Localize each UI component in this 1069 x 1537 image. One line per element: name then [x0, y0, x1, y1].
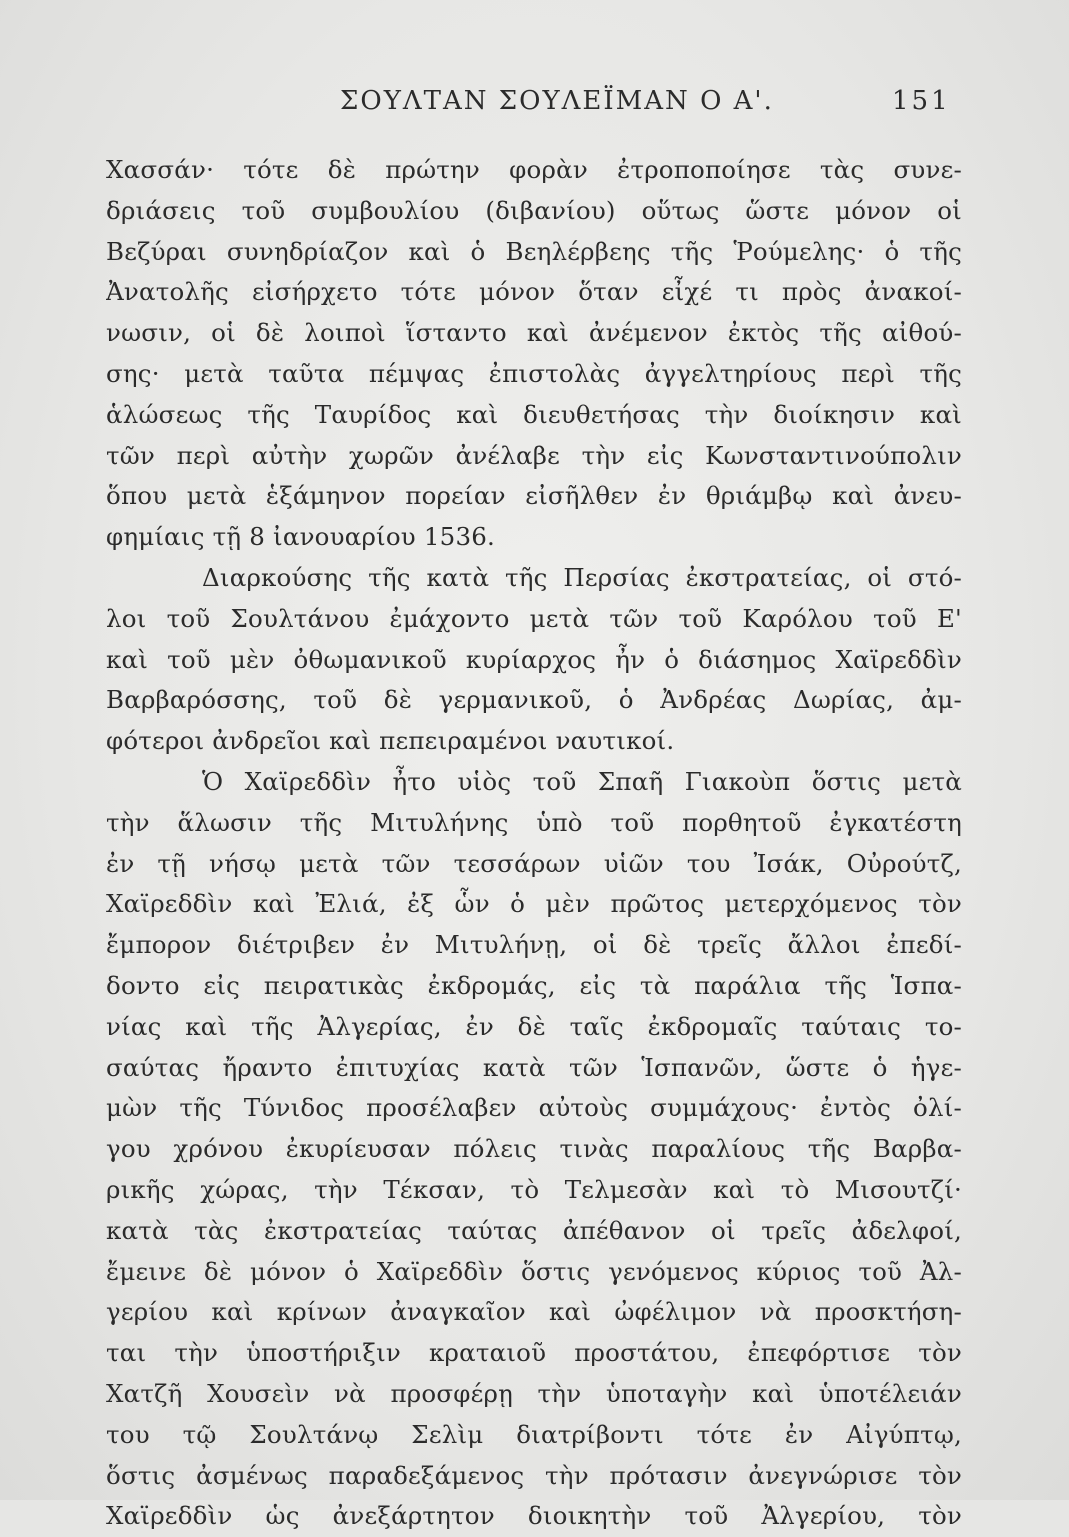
text-line: γερίου καὶ κρίνων ἀναγκαῖον καὶ ὠφέλιμον νὰ προσκτήση-	[106, 1297, 962, 1327]
text-line: ται τὴν ὑποστήριξιν κραταιοῦ προστάτου, ἐπεφόρτισε τὸν	[106, 1338, 962, 1368]
text-line: τὴν ἅλωσιν τῆς Μιτυλήνης ὑπὸ τοῦ πορθητοῦ ἐγκατέστη	[106, 807, 962, 837]
text-line: Χατζῆ Χουσεὶν νὰ προσφέρῃ τὴν ὑποταγὴν καὶ ὑποτέλειάν	[106, 1378, 962, 1408]
text-line: Ἀνατολῆς εἰσήρχετο τότε μόνον ὅταν εἶχέ τι πρὸς ἀνακοί-	[106, 277, 962, 307]
text-line: φότεροι ἀνδρεῖοι καὶ πεπειραμένοι ναυτικοί.	[106, 726, 675, 756]
text-line: σης· μετὰ ταῦτα πέμψας ἐπιστολὰς ἀγγελτηρίους περὶ τῆς	[106, 358, 962, 388]
text-line: νωσιν, οἱ δὲ λοιποὶ ἵσταντο καὶ ἀνέμενον ἐκτὸς τῆς αἰθού-	[106, 318, 962, 348]
text-line: καὶ τοῦ μὲν ὀθωμανικοῦ κυρίαρχος ἦν ὁ διάσημος Χαϊρεδδὶν	[106, 644, 962, 674]
text-line: ἁλώσεως τῆς Ταυρίδος καὶ διευθετήσας τὴν διοίκησιν καὶ	[106, 399, 962, 429]
text-line: Διαρκούσης τῆς κατὰ τῆς Περσίας ἐκστρατείας, οἱ στό-	[202, 562, 962, 592]
text-line: δοντο εἰς πειρατικὰς ἐκδρομάς, εἰς τὰ παράλια τῆς Ἱσπα-	[106, 970, 962, 1000]
text-line: Χασσάν· τότε δὲ πρώτην φορὰν ἐτροποποίησε τὰς συνε-	[106, 155, 962, 184]
text-line: ἔμπορον διέτριβεν ἐν Μιτυλήνῃ, οἱ δὲ τρεῖς ἄλλοι ἐπεδί-	[106, 930, 962, 960]
text-line: Βεζύραι συνηδρίαζον καὶ ὁ Βεηλέρβεης τῆς Ῥούμελης· ὁ τῆς	[106, 236, 962, 266]
text-line: φημίαις τῇ 8 ἰανουαρίου 1536.	[106, 522, 496, 552]
text-line: σαύτας ἤραντο ἐπιτυχίας κατὰ τῶν Ἱσπανῶν, ὥστε ὁ ἡγε-	[106, 1052, 962, 1082]
running-head	[0, 86, 1069, 126]
text-line: τῶν περὶ αὐτὴν χωρῶν ἀνέλαβε τὴν εἰς Κωνσταντινούπολιν	[106, 440, 962, 470]
text-line: ὅπου μετὰ ἑξάμηνον πορείαν εἰσῆλθεν ἐν θριάμβῳ καὶ ἀνευ-	[106, 481, 962, 511]
text-line: Χαϊρεδδὶν καὶ Ἐλιά, ἐξ ὧν ὁ μὲν πρῶτος μετερχόμενος τὸν	[106, 889, 962, 919]
text-line: ρικῆς χώρας, τὴν Τέκσαν, τὸ Τελμεσὰν καὶ τὸ Μισουτζί·	[106, 1174, 962, 1204]
text-line: κατὰ τὰς ἐκστρατείας ταύτας ἀπέθανον οἱ τρεῖς ἀδελφοί,	[106, 1215, 962, 1245]
text-line: ἐν τῇ νήσῳ μετὰ τῶν τεσσάρων υἱῶν του Ἰσάκ, Οὐρούτζ,	[106, 848, 962, 878]
text-line: ἔμεινε δὲ μόνον ὁ Χαϊρεδδὶν ὅστις γενόμενος κύριος τοῦ Ἀλ-	[106, 1256, 962, 1286]
text-line: δριάσεις τοῦ συμβουλίου (διβανίου) οὕτως ὥστε μόνον οἱ	[106, 195, 962, 225]
text-line: ὅστις ἀσμένως παραδεξάμενος τὴν πρότασιν ἀνεγνώρισε τὸν	[106, 1460, 962, 1490]
text-line: νίας καὶ τῆς Ἀλγερίας, ἐν δὲ ταῖς ἐκδρομαῖς ταύταις το-	[106, 1011, 962, 1041]
text-line: λοι τοῦ Σουλτάνου ἐμάχοντο μετὰ τῶν τοῦ Καρόλου τοῦ Ε'	[106, 603, 962, 633]
text-line: Ὁ Χαϊρεδδὶν ἦτο υἱὸς τοῦ Σπαῆ Γιακοὺπ ὅστις μετὰ	[202, 766, 962, 796]
text-line: του τῷ Σουλτάνῳ Σελὶμ διατρίβοντι τότε ἐν Αἰγύπτῳ,	[106, 1419, 962, 1449]
page-number: 151	[892, 86, 951, 116]
text-line: μὼν τῆς Τύνιδος προσέλαβεν αὐτοὺς συμμάχους· ἐντὸς ὀλί-	[106, 1093, 962, 1123]
text-line: Βαρβαρόσσης, τοῦ δὲ γερμανικοῦ, ὁ Ἀνδρέας Δωρίας, ἀμ-	[106, 685, 962, 715]
running-title: ΣΟΥΛΤΑΝ ΣΟΥΛΕΪΜΑΝ Ο Α'.	[340, 86, 774, 116]
text-line: Χαϊρεδδὶν ὡς ἀνεξάρτητον διοικητὴν τοῦ Ἀλγερίου, τὸν	[106, 1501, 962, 1531]
text-line: γου χρόνου ἐκυρίευσαν πόλεις τινὰς παραλίους τῆς Βαρβα-	[106, 1134, 962, 1164]
body-text	[106, 150, 962, 1537]
